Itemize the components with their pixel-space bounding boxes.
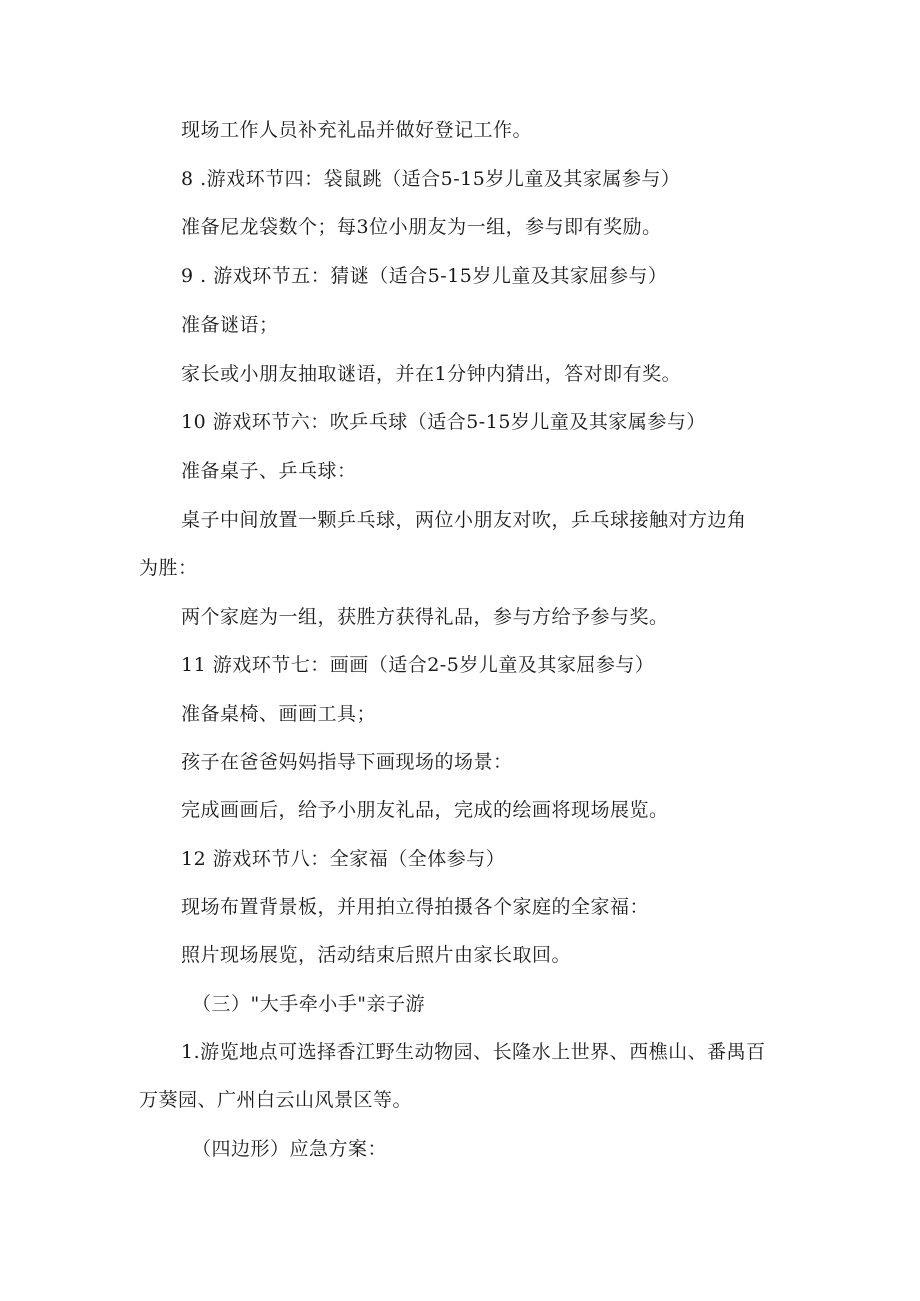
section-heading-9: 9 . 游戏环节五：猜谜（适合5-15岁儿童及其家屈参与）: [181, 265, 668, 287]
paragraph-line: 现场工作人员补充礼品并做好登记工作。: [181, 119, 533, 141]
paragraph-line-continuation: 为胜：: [139, 557, 198, 579]
paragraph-line-continuation: 万葵园、广州白云山风景区等。: [139, 1089, 413, 1111]
section-heading-4: （四边形）应急方案：: [192, 1138, 388, 1160]
paragraph-line: 两个家庭为一组，获胜方获得礼品，参与方给予参与奖。: [181, 606, 669, 628]
paragraph-line: 准备桌椅、画画工具；: [181, 703, 377, 725]
paragraph-line: 桌子中间放置一颗乒乓球，两位小朋友对吹，乒乓球接触对方边角: [181, 509, 747, 531]
paragraph-line: 准备谜语；: [181, 314, 279, 336]
section-heading-8: 8 .游戏环节四：袋鼠跳（适合5-15岁儿童及其家属参与）: [181, 168, 681, 190]
paragraph-line: 1.游览地点可选择香江野生动物园、长隆水上世界、西樵山、番禺百: [181, 1041, 766, 1063]
section-heading-12: 12 游戏环节八：全家福（全体参与）: [181, 848, 506, 870]
paragraph-line: 家长或小朋友抽取谜语，并在1分钟内猜出，答对即有奖。: [181, 363, 682, 385]
paragraph-line: 现场布置背景板，并用拍立得拍摄各个家庭的全家福：: [181, 896, 650, 918]
paragraph-line: 准备尼龙袋数个；每3位小朋友为一组，参与即有奖励。: [181, 216, 662, 238]
paragraph-line: 完成画画后，给予小朋友礼品，完成的绘画将现场展览。: [181, 799, 669, 821]
section-heading-10: 10 游戏环节六：吹乒乓球（适合5-15岁儿童及其家属参与）: [181, 411, 706, 433]
section-heading-11: 11 游戏环节七：画画（适合2-5岁儿童及其家屈参与）: [181, 654, 655, 676]
paragraph-line: 孩子在爸爸妈妈指导下画现场的场景：: [181, 751, 513, 773]
section-heading-3: （三）"大手牵小手"亲子游: [192, 993, 425, 1015]
paragraph-line: 准备桌子、乒乓球：: [181, 460, 357, 482]
paragraph-line: 照片现场展览，活动结束后照片由家长取回。: [181, 944, 572, 966]
